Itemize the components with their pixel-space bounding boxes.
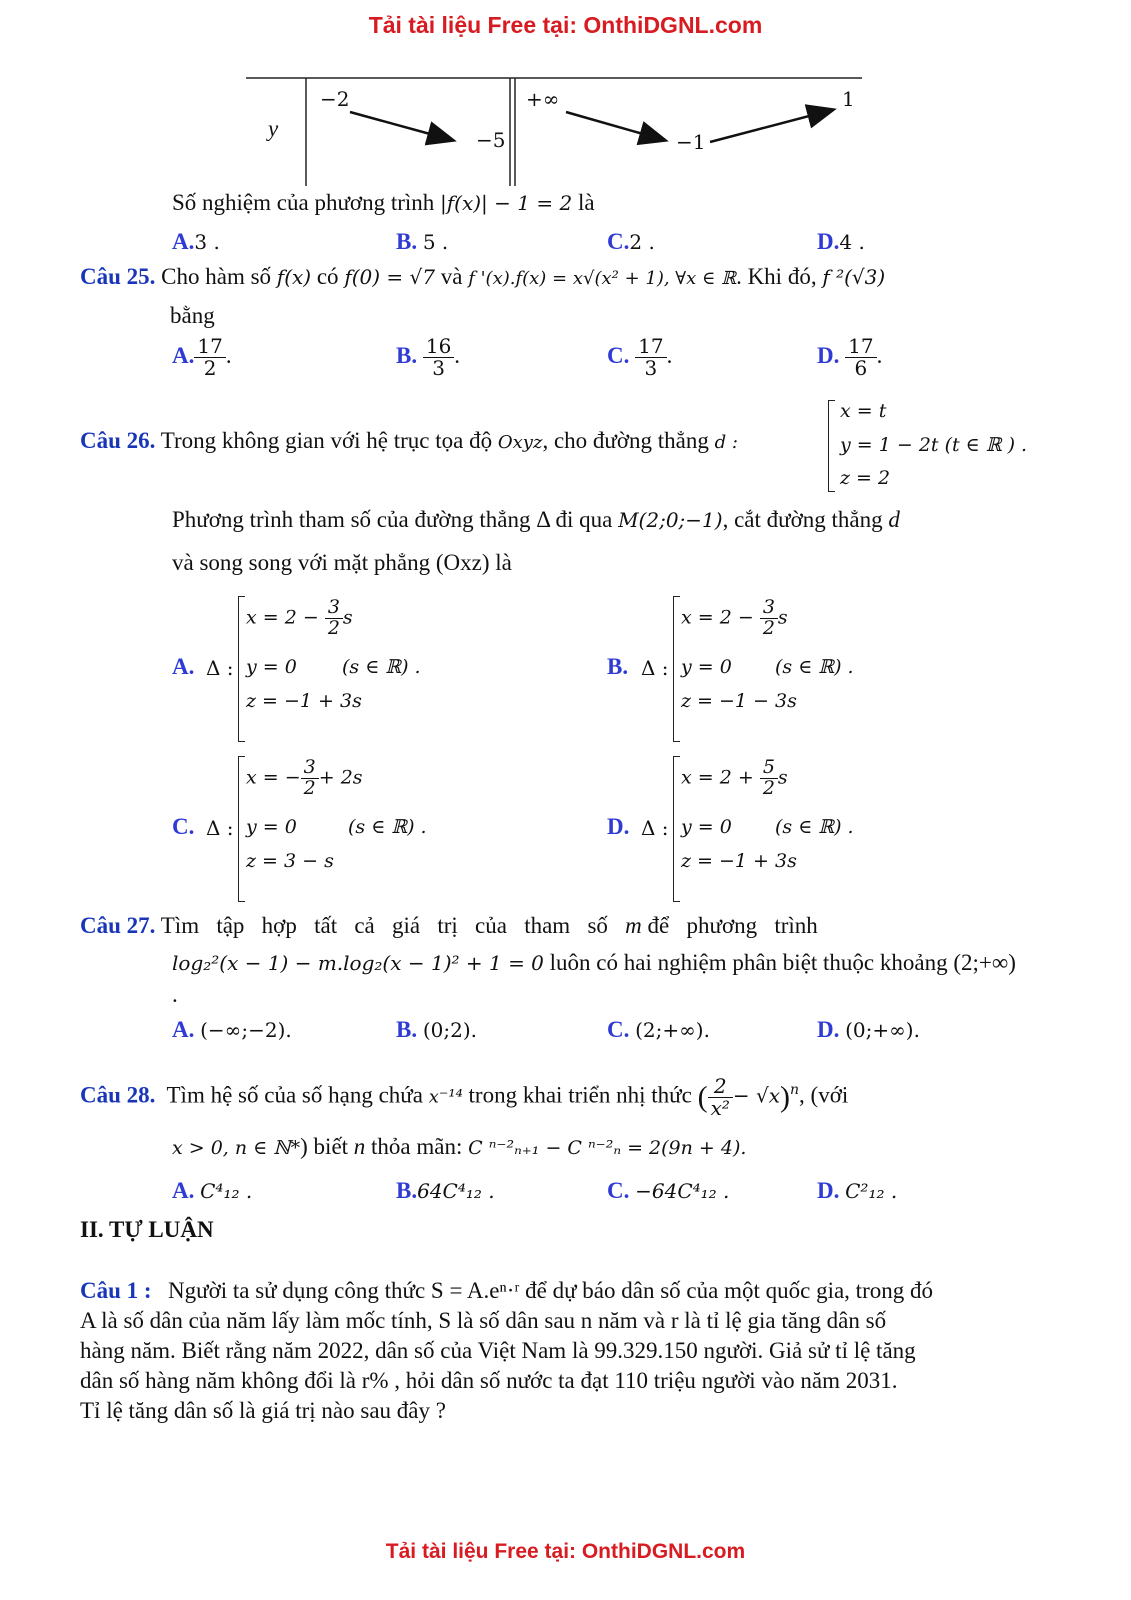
q27-option-b[interactable]: B. (0;2). [396, 1017, 477, 1042]
q26-stem: Câu 26. Trong không gian với hệ trục tọa độ Oxyz, cho đường thẳng d : [80, 428, 738, 453]
option-letter: D. [607, 814, 630, 839]
delta-label: Δ : [641, 816, 669, 840]
q25-option-a[interactable]: A. $\frac{17}{2}$ . [172, 334, 232, 380]
section-title: II. TỰ LUẬN [80, 1217, 214, 1242]
essay1-line: A là số dân của năm lấy làm mốc tính, S là số dân sau n năm và r là tỉ lệ gia tăng dân số [80, 1308, 887, 1333]
table-value: 1 [842, 87, 855, 111]
q24-option-a[interactable]: A.3 . [172, 229, 220, 254]
option-letter: B. [607, 654, 629, 679]
essay1-label: Câu 1 : [80, 1278, 152, 1303]
q26-option-d[interactable] [607, 750, 1027, 905]
q27-stray-dot: . [172, 982, 178, 1007]
eq-y: y = 0 [681, 816, 732, 838]
param-domain: (s ∈ ℝ) . [348, 816, 427, 838]
question-label: Câu 28. [80, 1082, 156, 1108]
eq-x: x = 2 − $\frac{3}{2}$ s [681, 596, 788, 639]
q27-option-c[interactable]: C. (2;+∞). [607, 1017, 710, 1042]
eq-z: z = −1 − 3s [681, 690, 797, 712]
eq-y: y = 0 [246, 656, 297, 678]
table-value: +∞ [526, 87, 560, 111]
eq-y: y = 0 [246, 816, 297, 838]
eq-x: x = 2 − $\frac{3}{2}$ s [246, 596, 353, 639]
param-domain: (s ∈ ℝ) . [775, 656, 854, 678]
param-domain: (s ∈ ℝ) . [342, 656, 421, 678]
d-eq-y: y = 1 − 2t (t ∈ ℝ ) . [840, 434, 1028, 456]
q26-option-a[interactable] [172, 590, 592, 745]
q26-stem-line3: và song song với mặt phẳng (Oxz) là [172, 550, 512, 575]
q25-option-b[interactable]: B. $\frac{16}{3}$ . [396, 334, 461, 380]
system-brace [238, 596, 245, 742]
eq-z: z = −1 + 3s [681, 850, 797, 872]
q27-stem: Câu 27. Tìm tập hợp tất cả giá trị của tham số m để phương trình [80, 913, 818, 938]
system-brace [238, 756, 245, 902]
eq-x: x = − $\frac{3}{2}$ + 2s [246, 756, 363, 799]
arrow-down-2 [566, 112, 664, 140]
option-letter: A. [172, 654, 195, 679]
essay1-line: hàng năm. Biết rằng năm 2022, dân số của Việt Nam là 99.329.150 người. Giả sử tỉ lệ tăng [80, 1338, 916, 1363]
table-value: −5 [476, 128, 506, 152]
essay1-line: Tỉ lệ tăng dân số là giá trị nào sau đây ? [80, 1398, 446, 1423]
q28-option-d[interactable]: D. C²₁₂ . [817, 1178, 898, 1203]
table-value: −1 [676, 130, 706, 154]
delta-label: Δ : [641, 656, 669, 680]
eq-y: y = 0 [681, 656, 732, 678]
q24-option-d[interactable]: D.4 . [817, 229, 865, 254]
q28-stem: Câu 28. Tìm hệ số của số hạng chứa x⁻¹⁴ trong khai triển nhị thức ( $\frac{2}{\text{x²}}$ − √x)$^n$, (với [80, 1073, 849, 1120]
essay1-line: dân số hàng năm không đổi là r% , hỏi dân số nước ta đạt 110 triệu người vào năm 2031. [80, 1368, 898, 1393]
q24-option-b[interactable]: B. 5 . [396, 229, 449, 254]
delta-label: Δ : [206, 816, 234, 840]
q26-option-b[interactable] [607, 590, 1027, 745]
system-brace [673, 596, 680, 742]
q27-option-a[interactable]: A. (−∞;−2). [172, 1017, 292, 1042]
question-label: Câu 26. [80, 428, 156, 453]
d-eq-x: x = t [840, 400, 887, 422]
eq-x: x = 2 + $\frac{5}{2}$ s [681, 756, 788, 799]
q28-option-a[interactable]: A. C⁴₁₂ . [172, 1178, 253, 1203]
system-brace [673, 756, 680, 902]
q25-option-d[interactable]: D. $\frac{17}{6}$ . [817, 334, 883, 380]
q25-option-c[interactable]: C. $\frac{17}{3}$ . [607, 334, 673, 380]
eq-z: z = 3 − s [246, 850, 334, 872]
q24-stem: Số nghiệm của phương trình |f(x)| − 1 = 2 là [172, 190, 595, 215]
q28-stem-line2: x > 0, n ∈ ℕ*) biết n thỏa mãn: C ⁿ⁻²ₙ₊₁ − C ⁿ⁻²ₙ = 2(9n + 4). [172, 1134, 747, 1159]
delta-label: Δ : [206, 656, 234, 680]
question-label: Câu 25. [80, 264, 156, 289]
arrow-up [710, 110, 832, 142]
q28-option-b[interactable]: B.64C⁴₁₂ . [396, 1178, 495, 1203]
arrow-down-1 [350, 112, 452, 140]
q26-option-c[interactable] [172, 750, 592, 905]
table-row-label: y [268, 116, 279, 141]
option-letter: C. [172, 814, 195, 839]
q25-stem-line2: bằng [170, 303, 215, 328]
table-value: −2 [320, 87, 350, 111]
q26-stem-line2: Phương trình tham số của đường thẳng Δ đi qua M(2;0;−1), cắt đường thẳng d [172, 507, 900, 532]
q28-option-c[interactable]: C. −64C⁴₁₂ . [607, 1178, 730, 1203]
q24-option-c[interactable]: C.2 . [607, 229, 655, 254]
eq-z: z = −1 + 3s [246, 690, 362, 712]
page-footer[interactable]: Tải tài liệu Free tại: OnthiDGNL.com [385, 1540, 746, 1563]
system-brace [828, 400, 835, 492]
q27-stem-line2: log₂²(x − 1) − m.log₂(x − 1)² + 1 = 0 luôn có hai nghiệm phân biệt thuộc khoảng (2;+∞) [172, 950, 1016, 975]
q25-stem: Câu 25. Cho hàm số f(x) có f(0) = √7 và f '(x).f(x) = x√(x² + 1), ∀x ∈ ℝ. Khi đó, f ²(√3) [80, 264, 886, 289]
essay1-line: Người ta sử dụng công thức S = A.eⁿ·ʳ để dự báo dân số của một quốc gia, trong đó [168, 1278, 933, 1303]
question-label: Câu 27. [80, 913, 156, 938]
q27-option-d[interactable]: D. (0;+∞). [817, 1017, 920, 1042]
d-eq-z: z = 2 [840, 467, 891, 489]
page-header[interactable]: Tải tài liệu Free tại: OnthiDGNL.com [368, 12, 763, 38]
param-domain: (s ∈ ℝ) . [775, 816, 854, 838]
